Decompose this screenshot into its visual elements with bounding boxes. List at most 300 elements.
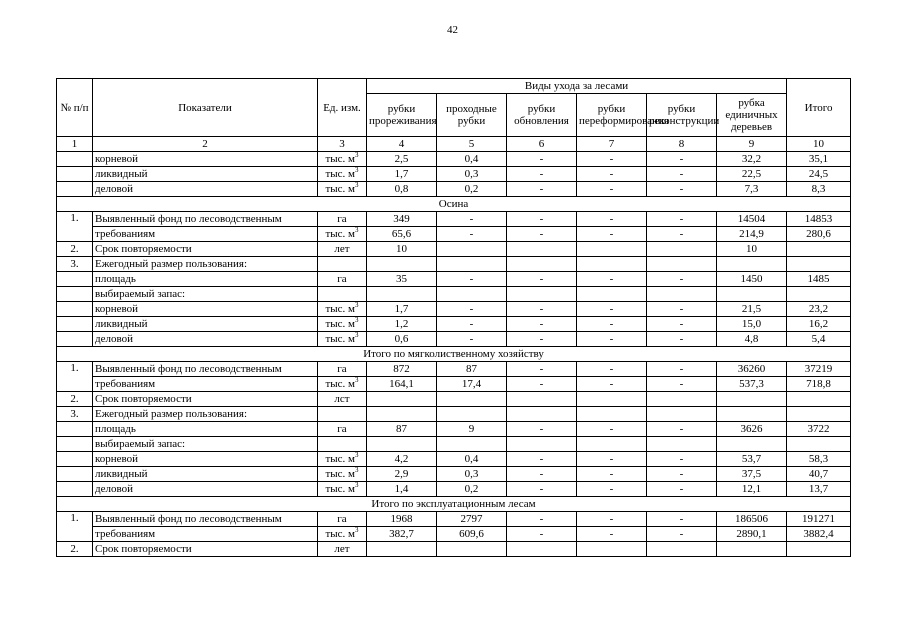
value-cell: [787, 392, 851, 407]
value-cell: [787, 287, 851, 302]
table-row: [57, 422, 851, 437]
value-cell: [717, 407, 787, 422]
value-cell: [507, 407, 577, 422]
value-cell: 32,2: [717, 152, 787, 167]
value-cell: [507, 287, 577, 302]
value-cell: -: [577, 152, 647, 167]
value-cell: 24,5: [787, 167, 851, 182]
unit-cell: [318, 182, 367, 197]
num-cell: 2.: [57, 242, 93, 257]
table-row: [57, 212, 851, 227]
value-cell: -: [437, 227, 507, 242]
table-row: [57, 287, 851, 302]
header-care-type: рубки переформирования: [577, 94, 647, 137]
header-unit: Ед. изм.: [318, 79, 367, 137]
value-cell: [577, 287, 647, 302]
value-cell: 1,7: [367, 167, 437, 182]
value-cell: [367, 407, 437, 422]
table-row: [57, 197, 851, 212]
value-cell: 3626: [717, 422, 787, 437]
value-cell: 164,1: [367, 377, 437, 392]
unit-cell: лет: [318, 542, 367, 557]
value-cell: [367, 542, 437, 557]
value-cell: 0,2: [437, 482, 507, 497]
unit-cell: га: [318, 212, 367, 227]
value-cell: -: [507, 467, 577, 482]
value-cell: -: [647, 512, 717, 527]
unit-cell: [318, 467, 367, 482]
indicator-cell: требованиям: [93, 527, 318, 542]
value-cell: [577, 437, 647, 452]
indicator-cell: Ежегодный размер пользования:: [93, 407, 318, 422]
value-cell: -: [577, 167, 647, 182]
num-cell: [57, 302, 93, 317]
value-cell: -: [577, 272, 647, 287]
table-row: [57, 167, 851, 182]
value-cell: [507, 542, 577, 557]
num-cell: 1.: [57, 362, 93, 392]
table-row: [57, 317, 851, 332]
indicator-cell: Выявленный фонд по лесоводственным: [93, 362, 318, 377]
value-cell: -: [437, 317, 507, 332]
value-cell: [787, 437, 851, 452]
value-cell: 8,3: [787, 182, 851, 197]
value-cell: [577, 407, 647, 422]
page-number: 42: [447, 24, 458, 36]
header-care-types: Виды ухода за лесами: [367, 79, 787, 94]
table-row: [57, 512, 851, 527]
value-cell: [717, 392, 787, 407]
unit-text: тыс. м: [325, 453, 356, 465]
value-cell: -: [507, 512, 577, 527]
unit-text: тыс. м: [325, 318, 356, 330]
value-cell: 2890,1: [717, 527, 787, 542]
header-num: № п/п: [57, 79, 93, 137]
unit-cell: [318, 257, 367, 272]
unit-cell: га: [318, 422, 367, 437]
value-cell: 35: [367, 272, 437, 287]
value-cell: 2,5: [367, 152, 437, 167]
value-cell: -: [507, 182, 577, 197]
value-cell: 609,6: [437, 527, 507, 542]
unit-cell: [318, 167, 367, 182]
indicator-cell: Выявленный фонд по лесоводственным: [93, 512, 318, 527]
value-cell: [437, 437, 507, 452]
value-cell: -: [577, 452, 647, 467]
unit-text: тыс. м: [325, 153, 356, 165]
value-cell: 1968: [367, 512, 437, 527]
num-cell: [57, 317, 93, 332]
value-cell: [787, 542, 851, 557]
value-cell: [577, 542, 647, 557]
value-cell: -: [647, 272, 717, 287]
value-cell: 16,2: [787, 317, 851, 332]
unit-cell: лет: [318, 242, 367, 257]
value-cell: 7,3: [717, 182, 787, 197]
value-cell: -: [507, 332, 577, 347]
value-cell: 15,0: [717, 317, 787, 332]
value-cell: 13,7: [787, 482, 851, 497]
value-cell: 2797: [437, 512, 507, 527]
value-cell: 280,6: [787, 227, 851, 242]
num-cell: [57, 152, 93, 167]
value-cell: [647, 407, 717, 422]
table-row: [57, 392, 851, 407]
table-row: [57, 272, 851, 287]
num-cell: 3.: [57, 407, 93, 422]
num-cell: 2.: [57, 542, 93, 557]
indicator-cell: деловой: [93, 482, 318, 497]
value-cell: 40,7: [787, 467, 851, 482]
value-cell: -: [647, 377, 717, 392]
value-cell: -: [647, 152, 717, 167]
table-row: [57, 347, 851, 362]
table-row: [57, 542, 851, 557]
value-cell: [647, 257, 717, 272]
value-cell: [437, 542, 507, 557]
value-cell: -: [577, 227, 647, 242]
unit-cell: [318, 452, 367, 467]
value-cell: -: [647, 422, 717, 437]
value-cell: -: [507, 227, 577, 242]
value-cell: 14853: [787, 212, 851, 227]
value-cell: 9: [437, 422, 507, 437]
num-cell: [57, 467, 93, 482]
table-row: [57, 152, 851, 167]
value-cell: 10: [717, 242, 787, 257]
header-care-type: рубки прореживания: [367, 94, 437, 137]
unit-superscript: 3: [355, 316, 359, 324]
value-cell: 0,4: [437, 452, 507, 467]
value-cell: -: [577, 182, 647, 197]
column-index: 10: [787, 137, 851, 152]
num-cell: [57, 287, 93, 302]
column-index: 1: [57, 137, 93, 152]
indicator-cell: ликвидный: [93, 467, 318, 482]
value-cell: 12,1: [717, 482, 787, 497]
unit-superscript: 3: [355, 466, 359, 474]
value-cell: -: [577, 212, 647, 227]
table-row: [57, 182, 851, 197]
header-care-type: рубки реконструкции: [647, 94, 717, 137]
unit-cell: [318, 377, 367, 392]
value-cell: 191271: [787, 512, 851, 527]
value-cell: -: [507, 362, 577, 377]
value-cell: -: [507, 152, 577, 167]
column-index: 4: [367, 137, 437, 152]
value-cell: [437, 392, 507, 407]
unit-superscript: 3: [355, 226, 359, 234]
value-cell: 349: [367, 212, 437, 227]
unit-superscript: 3: [355, 166, 359, 174]
value-cell: [437, 257, 507, 272]
table-row: [57, 242, 851, 257]
value-cell: [507, 257, 577, 272]
value-cell: -: [437, 272, 507, 287]
unit-text: тыс. м: [325, 228, 356, 240]
value-cell: -: [647, 467, 717, 482]
value-cell: -: [577, 302, 647, 317]
num-cell: 1.: [57, 212, 93, 242]
value-cell: -: [507, 377, 577, 392]
unit-text: тыс. м: [325, 303, 356, 315]
value-cell: -: [577, 482, 647, 497]
unit-cell: лст: [318, 392, 367, 407]
header-indicators: Показатели: [93, 79, 318, 137]
indicator-cell: требованиям: [93, 377, 318, 392]
num-cell: [57, 272, 93, 287]
value-cell: 0,6: [367, 332, 437, 347]
unit-cell: [318, 227, 367, 242]
unit-superscript: 3: [355, 181, 359, 189]
unit-text: тыс. м: [325, 528, 356, 540]
value-cell: -: [647, 212, 717, 227]
value-cell: [787, 242, 851, 257]
unit-text: тыс. м: [325, 333, 356, 345]
value-cell: 718,8: [787, 377, 851, 392]
value-cell: -: [577, 332, 647, 347]
value-cell: 537,3: [717, 377, 787, 392]
value-cell: -: [647, 332, 717, 347]
value-cell: 1485: [787, 272, 851, 287]
unit-superscript: 3: [355, 331, 359, 339]
value-cell: 37,5: [717, 467, 787, 482]
unit-text: тыс. м: [325, 168, 356, 180]
indicator-cell: Срок повторяемости: [93, 242, 318, 257]
value-cell: [717, 437, 787, 452]
value-cell: [717, 542, 787, 557]
value-cell: [647, 287, 717, 302]
indicator-cell: деловой: [93, 182, 318, 197]
value-cell: -: [507, 317, 577, 332]
value-cell: 65,6: [367, 227, 437, 242]
value-cell: 3882,4: [787, 527, 851, 542]
value-cell: -: [507, 302, 577, 317]
value-cell: 0,4: [437, 152, 507, 167]
value-cell: [647, 437, 717, 452]
unit-text: тыс. м: [325, 483, 356, 495]
table-row: [57, 257, 851, 272]
value-cell: 10: [367, 242, 437, 257]
section-title: Итого по мягколиственному хозяйству: [57, 347, 851, 362]
unit-superscript: 3: [355, 526, 359, 534]
unit-text: тыс. м: [325, 468, 356, 480]
indicator-cell: Срок повторяемости: [93, 542, 318, 557]
value-cell: [647, 242, 717, 257]
column-index: 5: [437, 137, 507, 152]
value-cell: [787, 407, 851, 422]
value-cell: -: [577, 512, 647, 527]
unit-cell: [318, 317, 367, 332]
value-cell: [647, 542, 717, 557]
indicator-cell: требованиям: [93, 227, 318, 242]
indicator-cell: ликвидный: [93, 317, 318, 332]
value-cell: 35,1: [787, 152, 851, 167]
indicator-cell: Выявленный фонд по лесоводственным: [93, 212, 318, 227]
value-cell: -: [437, 212, 507, 227]
value-cell: -: [437, 302, 507, 317]
num-cell: 2.: [57, 392, 93, 407]
value-cell: [367, 437, 437, 452]
value-cell: -: [577, 467, 647, 482]
value-cell: 0,2: [437, 182, 507, 197]
table-row: [57, 377, 851, 392]
value-cell: 1450: [717, 272, 787, 287]
value-cell: 0,3: [437, 467, 507, 482]
unit-cell: [318, 152, 367, 167]
unit-text: тыс. м: [325, 183, 356, 195]
value-cell: [577, 257, 647, 272]
column-index: 2: [93, 137, 318, 152]
unit-superscript: 3: [355, 451, 359, 459]
value-cell: -: [647, 302, 717, 317]
value-cell: 23,2: [787, 302, 851, 317]
header-care-type: рубки обновления: [507, 94, 577, 137]
unit-cell: [318, 482, 367, 497]
value-cell: -: [507, 527, 577, 542]
indicator-cell: корневой: [93, 302, 318, 317]
value-cell: -: [647, 167, 717, 182]
value-cell: -: [647, 182, 717, 197]
value-cell: [577, 242, 647, 257]
value-cell: 14504: [717, 212, 787, 227]
num-cell: [57, 332, 93, 347]
value-cell: 1,2: [367, 317, 437, 332]
table-row: [57, 527, 851, 542]
unit-superscript: 3: [355, 481, 359, 489]
value-cell: 4,2: [367, 452, 437, 467]
value-cell: 0,3: [437, 167, 507, 182]
num-cell: 3.: [57, 257, 93, 272]
table-row: [57, 332, 851, 347]
indicator-cell: площадь: [93, 272, 318, 287]
indicator-cell: площадь: [93, 422, 318, 437]
value-cell: -: [577, 362, 647, 377]
indicator-cell: деловой: [93, 332, 318, 347]
value-cell: [507, 437, 577, 452]
value-cell: 87: [367, 422, 437, 437]
value-cell: 1,4: [367, 482, 437, 497]
table-row: [57, 437, 851, 452]
table-row: [57, 497, 851, 512]
value-cell: 22,5: [717, 167, 787, 182]
unit-cell: га: [318, 512, 367, 527]
unit-cell: [318, 407, 367, 422]
table-row: [57, 302, 851, 317]
num-cell: [57, 437, 93, 452]
column-index: 9: [717, 137, 787, 152]
value-cell: 17,4: [437, 377, 507, 392]
unit-cell: [318, 287, 367, 302]
indicator-cell: выбираемый запас:: [93, 287, 318, 302]
value-cell: [367, 287, 437, 302]
value-cell: [367, 392, 437, 407]
num-cell: [57, 422, 93, 437]
value-cell: [787, 257, 851, 272]
num-cell: [57, 182, 93, 197]
column-index: 6: [507, 137, 577, 152]
indicator-cell: ликвидный: [93, 167, 318, 182]
unit-superscript: 3: [355, 301, 359, 309]
num-cell: 1.: [57, 512, 93, 542]
indicator-cell: Ежегодный размер пользования:: [93, 257, 318, 272]
value-cell: 1,7: [367, 302, 437, 317]
value-cell: -: [507, 482, 577, 497]
value-cell: [437, 287, 507, 302]
value-cell: -: [647, 452, 717, 467]
value-cell: 2,9: [367, 467, 437, 482]
value-cell: -: [507, 452, 577, 467]
unit-cell: [318, 437, 367, 452]
table-row: [57, 362, 851, 377]
value-cell: -: [577, 317, 647, 332]
column-index: 3: [318, 137, 367, 152]
indicator-cell: корневой: [93, 452, 318, 467]
value-cell: -: [507, 422, 577, 437]
num-cell: [57, 482, 93, 497]
table-row: [57, 79, 851, 94]
value-cell: 36260: [717, 362, 787, 377]
num-cell: [57, 167, 93, 182]
value-cell: -: [507, 167, 577, 182]
value-cell: 214,9: [717, 227, 787, 242]
value-cell: 87: [437, 362, 507, 377]
value-cell: -: [437, 332, 507, 347]
indicator-cell: Срок повторяемости: [93, 392, 318, 407]
unit-superscript: 3: [355, 151, 359, 159]
value-cell: 53,7: [717, 452, 787, 467]
value-cell: [717, 257, 787, 272]
indicator-cell: корневой: [93, 152, 318, 167]
value-cell: 58,3: [787, 452, 851, 467]
unit-cell: [318, 302, 367, 317]
table-row: [57, 452, 851, 467]
value-cell: 4,8: [717, 332, 787, 347]
value-cell: -: [647, 227, 717, 242]
value-cell: 5,4: [787, 332, 851, 347]
num-cell: [57, 452, 93, 467]
value-cell: [717, 287, 787, 302]
value-cell: -: [647, 362, 717, 377]
section-title: Итого по эксплуатационным лесам: [57, 497, 851, 512]
forest-care-table: [56, 78, 851, 557]
value-cell: [507, 392, 577, 407]
unit-text: тыс. м: [325, 378, 356, 390]
value-cell: 21,5: [717, 302, 787, 317]
column-index: 8: [647, 137, 717, 152]
section-title: Осина: [57, 197, 851, 212]
value-cell: 0,8: [367, 182, 437, 197]
value-cell: -: [647, 482, 717, 497]
value-cell: [577, 392, 647, 407]
value-cell: 3722: [787, 422, 851, 437]
header-total: Итого: [787, 79, 851, 137]
table-row: [57, 227, 851, 242]
value-cell: [437, 242, 507, 257]
value-cell: -: [507, 212, 577, 227]
unit-cell: [318, 527, 367, 542]
unit-superscript: 3: [355, 376, 359, 384]
table-row: [57, 482, 851, 497]
value-cell: 186506: [717, 512, 787, 527]
value-cell: -: [647, 317, 717, 332]
value-cell: 37219: [787, 362, 851, 377]
unit-cell: [318, 332, 367, 347]
header-care-type: рубка единичных деревьев: [717, 94, 787, 137]
value-cell: [507, 242, 577, 257]
unit-cell: га: [318, 272, 367, 287]
value-cell: -: [647, 527, 717, 542]
